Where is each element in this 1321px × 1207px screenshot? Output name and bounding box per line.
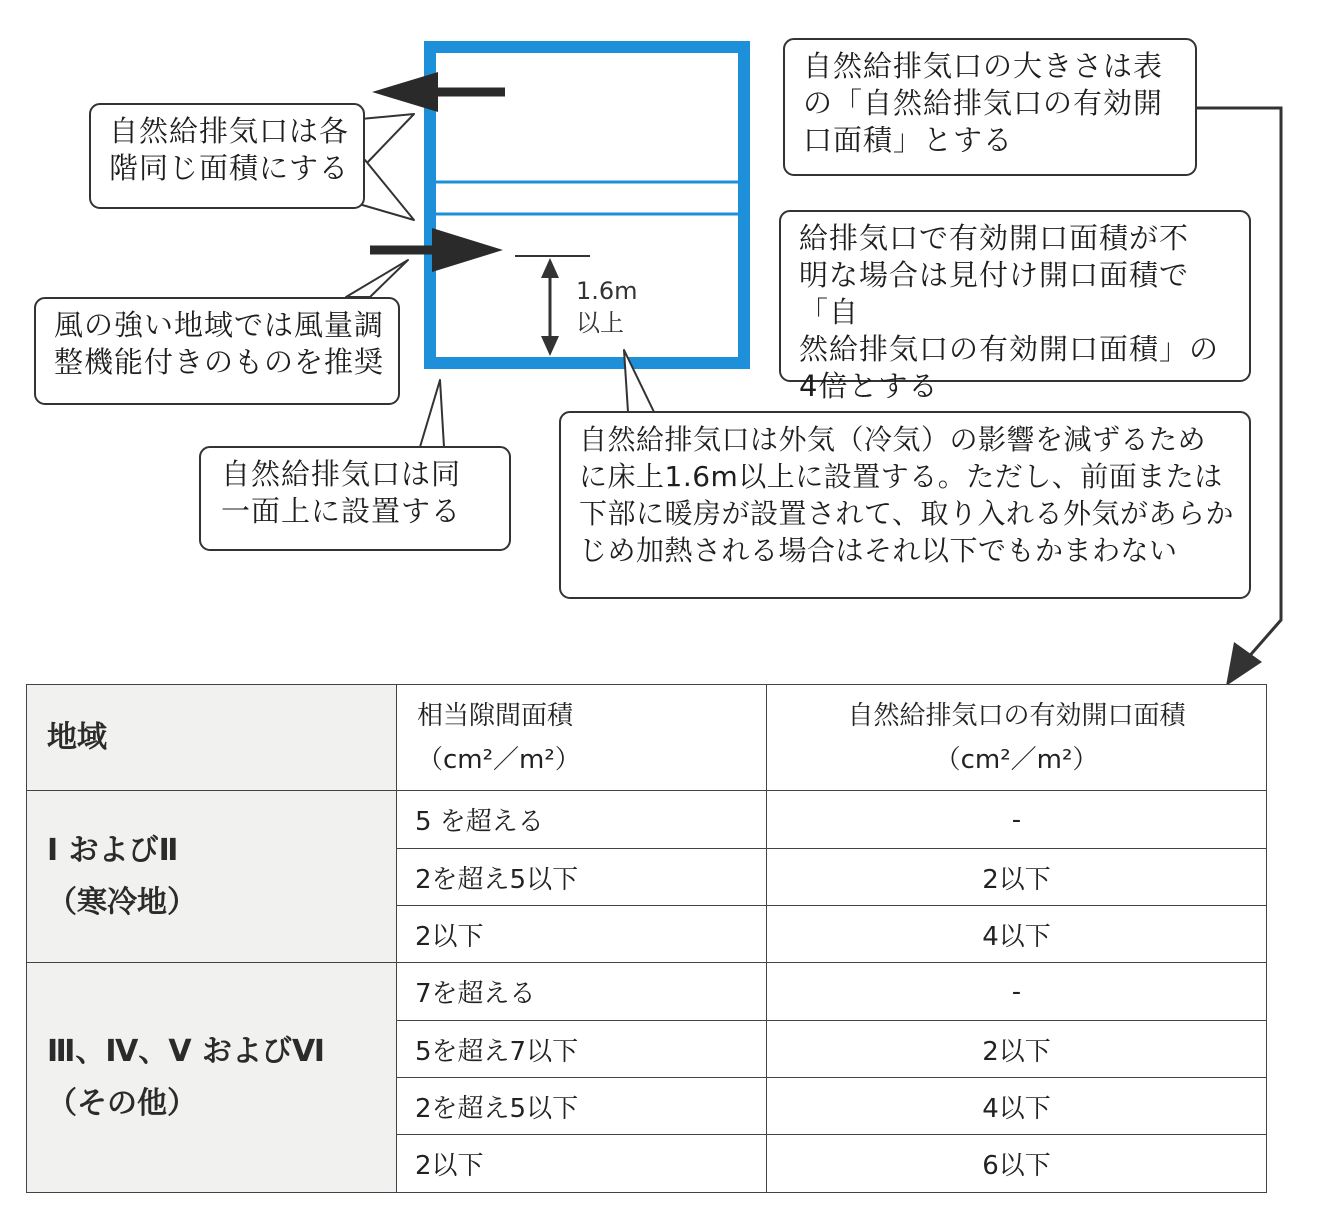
header-gap-area [397,685,767,791]
opening-area-cell: - [767,791,1267,849]
opening-area-cell: - [767,963,1267,1021]
header-region: 地域 [27,685,397,791]
opening-area-cell: 4以下 [767,1078,1267,1135]
callout-windy-region: 風の強い地域では風量調 整機能付きのものを推奨 [34,297,400,405]
table-row [27,791,1267,849]
gap-area-cell: 2以下 [397,1135,767,1193]
header-opening-area [767,685,1267,791]
intake-arrow-icon [370,228,503,272]
callout-size-table: 自然給排気口の大きさは表 の「自然給排気口の有効開 口面積」とする [783,38,1197,176]
header-opening-area-unit: （cm²／m²） [934,744,1099,775]
gap-area-cell: 5を超え7以下 [397,1021,767,1078]
opening-area-cell: 4以下 [767,906,1267,963]
header-gap-area-title: 相当隙間面積 [417,700,574,731]
opening-area-cell: 2以下 [767,849,1267,906]
dimension-value: 1.6m [576,277,638,305]
header-opening-area-title: 自然給排気口の有効開口面積 [847,700,1186,731]
callout-unknown-area: 給排気口で有効開口面積が不 明な場合は見付け開口面積で「自 然給排気口の有効開口面積」の 4倍とする [779,210,1251,382]
callout-same-area: 自然給排気口は各 階同じ面積にする [89,103,365,209]
exhaust-arrow-icon [372,72,505,112]
callout-pointer-windy [346,260,408,297]
callout-height-rule: 自然給排気口は外気（冷気）の影響を減ずるため に床上1.6m以上に設置する。ただし、前面または 下部に暖房が設置されて、取り入れる外気があらか じめ加熱される場合はそれ以下でもかまわない [559,411,1251,599]
region-other: Ⅲ、Ⅳ、Ⅴ およびⅥ （その他） [27,963,397,1193]
opening-area-cell: 6以下 [767,1135,1267,1193]
opening-area-table [26,684,1267,1193]
callout-same-plane: 自然給排気口は同 一面上に設置する [199,446,511,551]
region-cold: Ⅰ およびⅡ （寒冷地） [27,791,397,963]
gap-area-cell: 2以下 [397,906,767,963]
gap-area-cell: 5 を超える [397,791,767,849]
table-header-row [27,685,1267,791]
dimension-suffix: 以上 [576,309,624,337]
callout-pointer-same-plane [420,380,444,447]
gap-area-cell: 2を超え5以下 [397,1078,767,1135]
table-row [27,963,1267,1021]
opening-area-cell: 2以下 [767,1021,1267,1078]
header-gap-area-unit: （cm²／m²） [417,744,581,775]
gap-area-cell: 7を超える [397,963,767,1021]
gap-area-cell: 2を超え5以下 [397,849,767,906]
